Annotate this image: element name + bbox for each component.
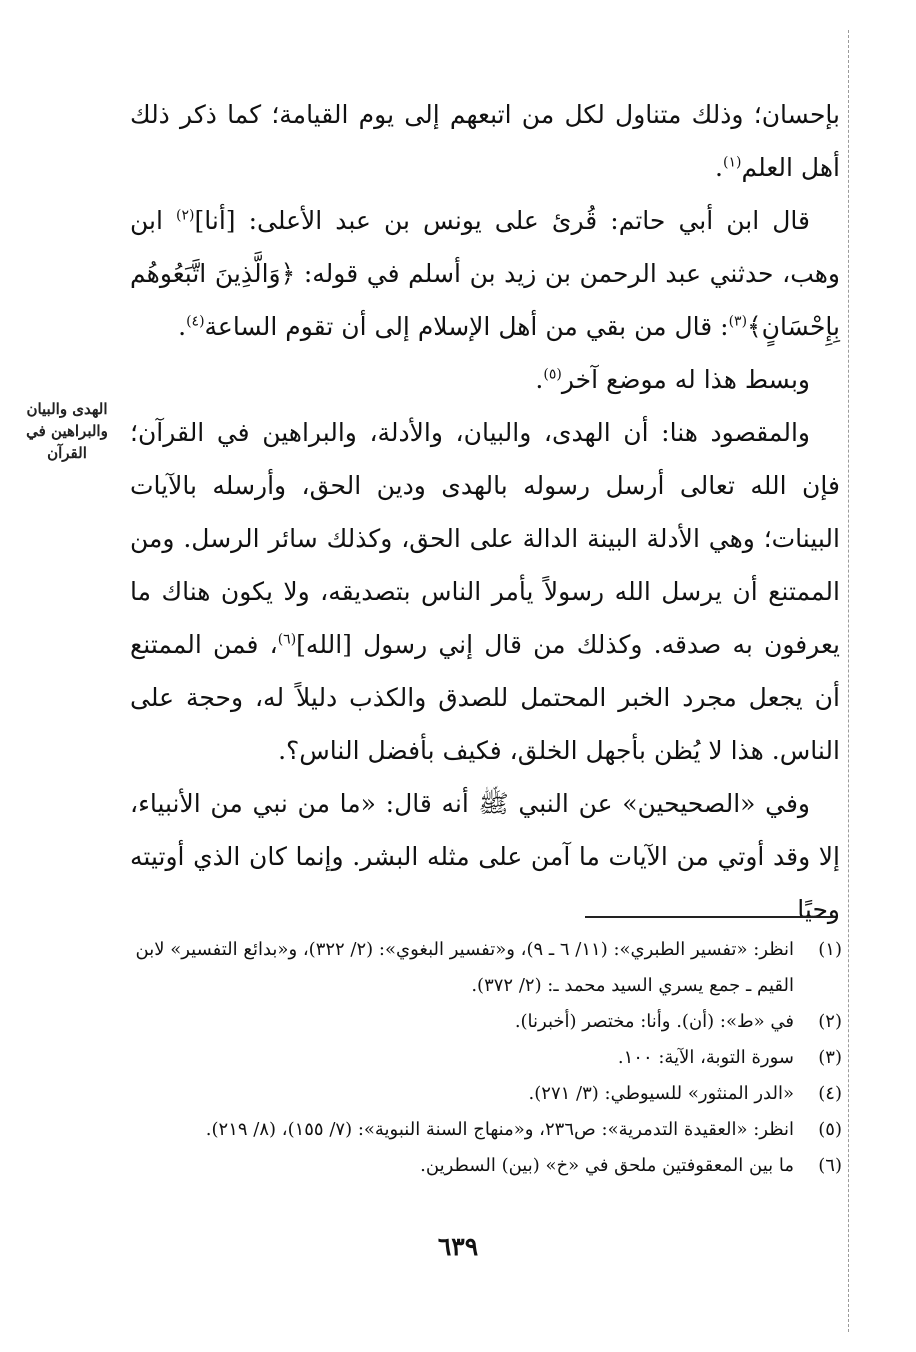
footnote-number: (٣) bbox=[818, 1047, 842, 1068]
footnote-text: انظر: «تفسير الطبري»: (١١/ ٦ ـ ٩)، و«تفسير البغوي»: (٢/ ٣٢٢)، و«بدائع التفسير» لابن القيم ـ جمع يسري السيد محمد ـ: (٢/ ٣٧٢). bbox=[135, 939, 794, 996]
paragraph-5 bbox=[130, 777, 840, 936]
footnote-separator bbox=[585, 916, 835, 918]
footnote-text: «الدر المنثور» للسيوطي: (٣/ ٢٧١). bbox=[528, 1083, 794, 1104]
footnote-marker: (١) bbox=[722, 154, 742, 171]
footnote-marker: (٥) bbox=[543, 366, 562, 383]
footnote-item bbox=[130, 1076, 842, 1112]
paragraph-text: ، فمن الممتنع أن يجعل مجرد الخبر المحتمل للصدق والكذب دليلاً له، وحجة على الناس. هذا لا يُظن بأجهل الخلق، فكيف بأفضل الناس؟. bbox=[130, 630, 840, 765]
paragraph-4 bbox=[130, 406, 840, 777]
paragraph-text: بإحسان؛ وذلك متناول لكل من اتبعهم إلى يوم القيامة؛ كما ذكر ذلك أهل العلم bbox=[130, 100, 840, 182]
footnote-text: في «ط»: (أن). وأنا: مختصر (أخبرنا). bbox=[514, 1011, 794, 1032]
paragraph-text: : قال من بقي من أهل الإسلام إلى أن تقوم الساعة bbox=[204, 312, 729, 341]
paragraph-text: ابن وهب، حدثني عبد الرحمن بن زيد بن أسلم في قوله: ﴿وَالَّذِينَ اتَّبَعُوهُم بِإِحْسَانٍ﴾ bbox=[130, 206, 840, 341]
paragraph-2 bbox=[130, 194, 840, 353]
footnote-text: ما بين المعقوفتين ملحق في «خ» (بين) السطرين. bbox=[420, 1155, 794, 1176]
footnotes bbox=[130, 932, 842, 1184]
paragraph-text: وبسط هذا له موضع آخر bbox=[561, 365, 810, 394]
footnote-marker: (٢) bbox=[176, 207, 195, 224]
page-number: ٦٣٩ bbox=[437, 1232, 479, 1261]
main-text bbox=[130, 88, 840, 936]
footnote-item bbox=[130, 1148, 842, 1184]
page-edge-rule bbox=[848, 30, 849, 1332]
paragraph-text: قال ابن أبي حاتم: قُرئ على يونس بن عبد الأعلى: [أنا] bbox=[194, 206, 810, 235]
paragraph-punct: . bbox=[535, 365, 544, 394]
margin-heading-line-2: والبراهين في القرآن bbox=[26, 422, 108, 462]
paragraph-text: والمقصود هنا: أن الهدى، والبيان، والأدلة، والبراهين في القرآن؛ فإن الله تعالى أرسل رسوله بالهدى ودين الحق، وأرسله بالآيات البينات؛ وهي الأدلة البينة الدالة على الحق، وكذلك سائر الرسل. ومن الممتنع أن يرسل الله رسولاً يأمر الناس بتصديقه، ولا يكون هناك ما يعرفون به صدقه. وكذلك من قال إني رسول [الله] bbox=[130, 418, 840, 659]
footnote-number: (٢) bbox=[818, 1011, 842, 1032]
paragraph-punct: . bbox=[178, 312, 187, 341]
paragraph-punct: . bbox=[715, 153, 723, 182]
footnote-item bbox=[130, 1040, 842, 1076]
margin-heading-line-1: الهدى والبيان bbox=[26, 400, 108, 418]
paragraph-3 bbox=[130, 353, 840, 406]
footnote-marker: (٦) bbox=[277, 631, 297, 648]
paragraph-text: وفي «الصحيحين» عن النبي ﷺ أنه قال: «ما من نبي من الأنبياء، إلا وقد أوتي من الآيات ما آمن على مثله البشر. وإنما كان الذي أوتيته وحيًا bbox=[130, 789, 840, 924]
margin-heading bbox=[8, 398, 126, 464]
footnote-item bbox=[130, 1112, 842, 1148]
footnote-marker: (٣) bbox=[728, 313, 748, 330]
footnote-item bbox=[130, 1004, 842, 1040]
footnote-text: انظر: «العقيدة التدمرية»: ص٢٣٦، و«منهاج السنة النبوية»: (٧/ ١٥٥)، (٨/ ٢١٩). bbox=[205, 1119, 794, 1140]
footnote-number: (٤) bbox=[818, 1083, 842, 1104]
footnote-number: (٦) bbox=[818, 1155, 842, 1176]
footnote-text: سورة التوبة، الآية: ١٠٠. bbox=[617, 1047, 794, 1068]
footnote-number: (١) bbox=[818, 939, 842, 960]
footnote-number: (٥) bbox=[818, 1119, 842, 1140]
footnote-marker: (٤) bbox=[186, 313, 205, 330]
paragraph-1 bbox=[130, 88, 840, 194]
footnote-item bbox=[130, 932, 842, 1004]
